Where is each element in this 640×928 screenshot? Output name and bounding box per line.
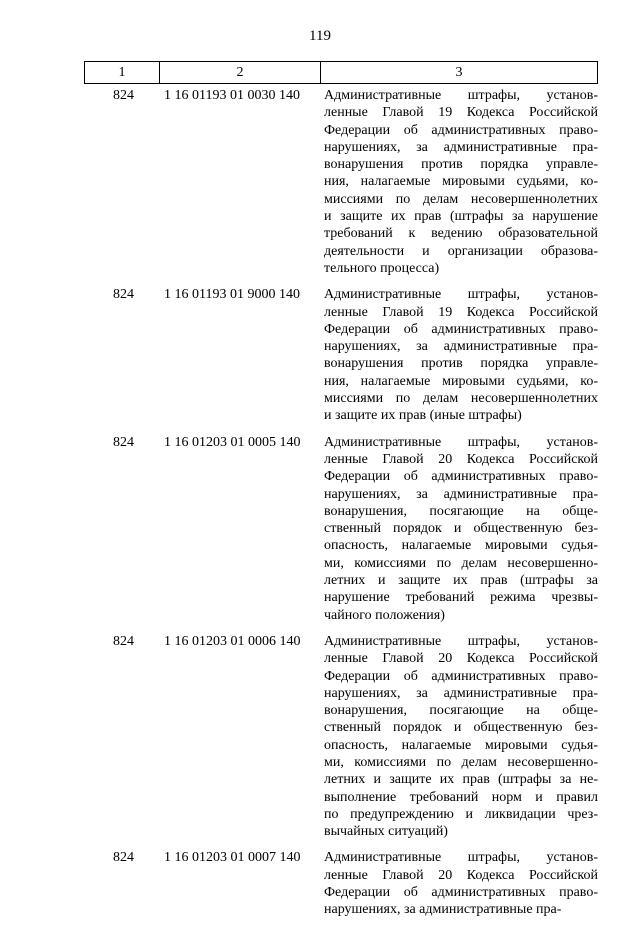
description-line: и защите их прав (штрафы за нарушение [324, 209, 598, 225]
description-line: Административные штрафы, установ- [324, 287, 598, 303]
header-col-2: 2 [160, 62, 321, 83]
budget-code-cell: 1 16 01203 01 0006 140 [164, 633, 301, 649]
description-line: ленные Главой 19 Кодекса Российской [324, 304, 598, 320]
description-line: ми, комиссиями по делам несовершенно- [324, 754, 598, 770]
description-line: ственный порядок и общественную без- [324, 720, 598, 736]
table-body [84, 87, 598, 928]
table-row [84, 87, 598, 277]
description-cell [320, 87, 598, 277]
table-header [84, 61, 598, 84]
header-col-1: 1 [85, 62, 160, 83]
table-row [84, 849, 598, 918]
description-line: деятельности и организации образова- [324, 243, 598, 259]
description-line: вонарушения против порядка управле- [324, 356, 598, 372]
table-row [84, 633, 598, 841]
admin-code-cell: 824 [113, 850, 134, 866]
description-line: летних и защите их прав (штрафы за не- [324, 772, 598, 788]
admin-code-cell: 824 [113, 434, 134, 450]
description-line: нарушениях, за административные пра- [324, 339, 598, 355]
description-line: нарушение требований режима чрезвы- [324, 590, 598, 606]
description-line: Федерации об административных право- [324, 885, 598, 901]
description-line: нарушениях, за административные пра- [324, 685, 598, 701]
description-cell [320, 633, 598, 841]
description-line: Федерации об административных право- [324, 668, 598, 684]
description-line: нарушениях, за административные пра- [324, 902, 562, 918]
description-line: по предупреждению и ликвидации чрез- [324, 806, 598, 822]
budget-code-cell: 1 16 01203 01 0007 140 [164, 850, 301, 866]
page-number: 119 [309, 28, 331, 44]
description-line: ленные Главой 19 Кодекса Российской [324, 105, 598, 121]
description-line: ственный порядок и общественную без- [324, 521, 598, 537]
description-line: миссиями по делам несовершеннолетних [324, 191, 598, 207]
description-line: ния, налагаемые мировыми судьями, ко- [324, 373, 598, 389]
description-line: выполнение требований норм и правил [324, 789, 598, 805]
description-cell [320, 849, 598, 918]
description-line: требований к ведению образовательной [324, 226, 598, 242]
description-line: ленные Главой 20 Кодекса Российской [324, 651, 598, 667]
description-line: Федерации об административных право- [324, 469, 598, 485]
description-line: опасность, налагаемые мировыми судья- [324, 538, 598, 554]
description-cell [320, 434, 598, 624]
budget-code-cell: 1 16 01193 01 9000 140 [164, 287, 300, 303]
description-line: и защите их прав (иные штрафы) [324, 408, 522, 424]
description-line: Административные штрафы, установ- [324, 434, 598, 450]
description-line: нарушениях, за административные пра- [324, 139, 598, 155]
description-line: миссиями по делам несовершеннолетних [324, 391, 598, 407]
description-line: ми, комиссиями по делам несовершенно- [324, 555, 598, 571]
description-line: Административные штрафы, установ- [324, 88, 598, 103]
description-line: вычайных ситуаций) [324, 824, 448, 840]
description-line: чайного положения) [324, 607, 445, 623]
description-line: Федерации об административных право- [324, 122, 598, 138]
budget-code-cell: 1 16 01193 01 0030 140 [164, 88, 300, 103]
description-line: Административные штрафы, установ- [324, 850, 598, 866]
admin-code-cell: 824 [113, 88, 134, 103]
description-line: Административные штрафы, установ- [324, 633, 598, 649]
description-cell [320, 286, 598, 424]
header-col-3: 3 [455, 64, 463, 80]
budget-code-cell: 1 16 01203 01 0005 140 [164, 434, 301, 450]
table-row [84, 434, 598, 624]
description-line: вонарушения, посягающие на обще- [324, 703, 598, 719]
table-row [84, 286, 598, 424]
admin-code-cell: 824 [113, 287, 134, 303]
description-line: ния, налагаемые мировыми судьями, ко- [324, 174, 598, 190]
description-line: летних и защите их прав (штрафы за [324, 573, 598, 589]
description-line: нарушениях, за административные пра- [324, 486, 598, 502]
description-line: тельного процесса) [324, 260, 440, 276]
description-line: вонарушения, посягающие на обще- [324, 503, 598, 519]
admin-code-cell: 824 [113, 633, 134, 649]
description-line: Федерации об административных право- [324, 321, 598, 337]
description-line: ленные Главой 20 Кодекса Российской [324, 451, 598, 467]
description-line: опасность, налагаемые мировыми судья- [324, 737, 598, 753]
description-line: вонарушения против порядка управле- [324, 157, 598, 173]
description-line: ленные Главой 20 Кодекса Российской [324, 867, 598, 883]
